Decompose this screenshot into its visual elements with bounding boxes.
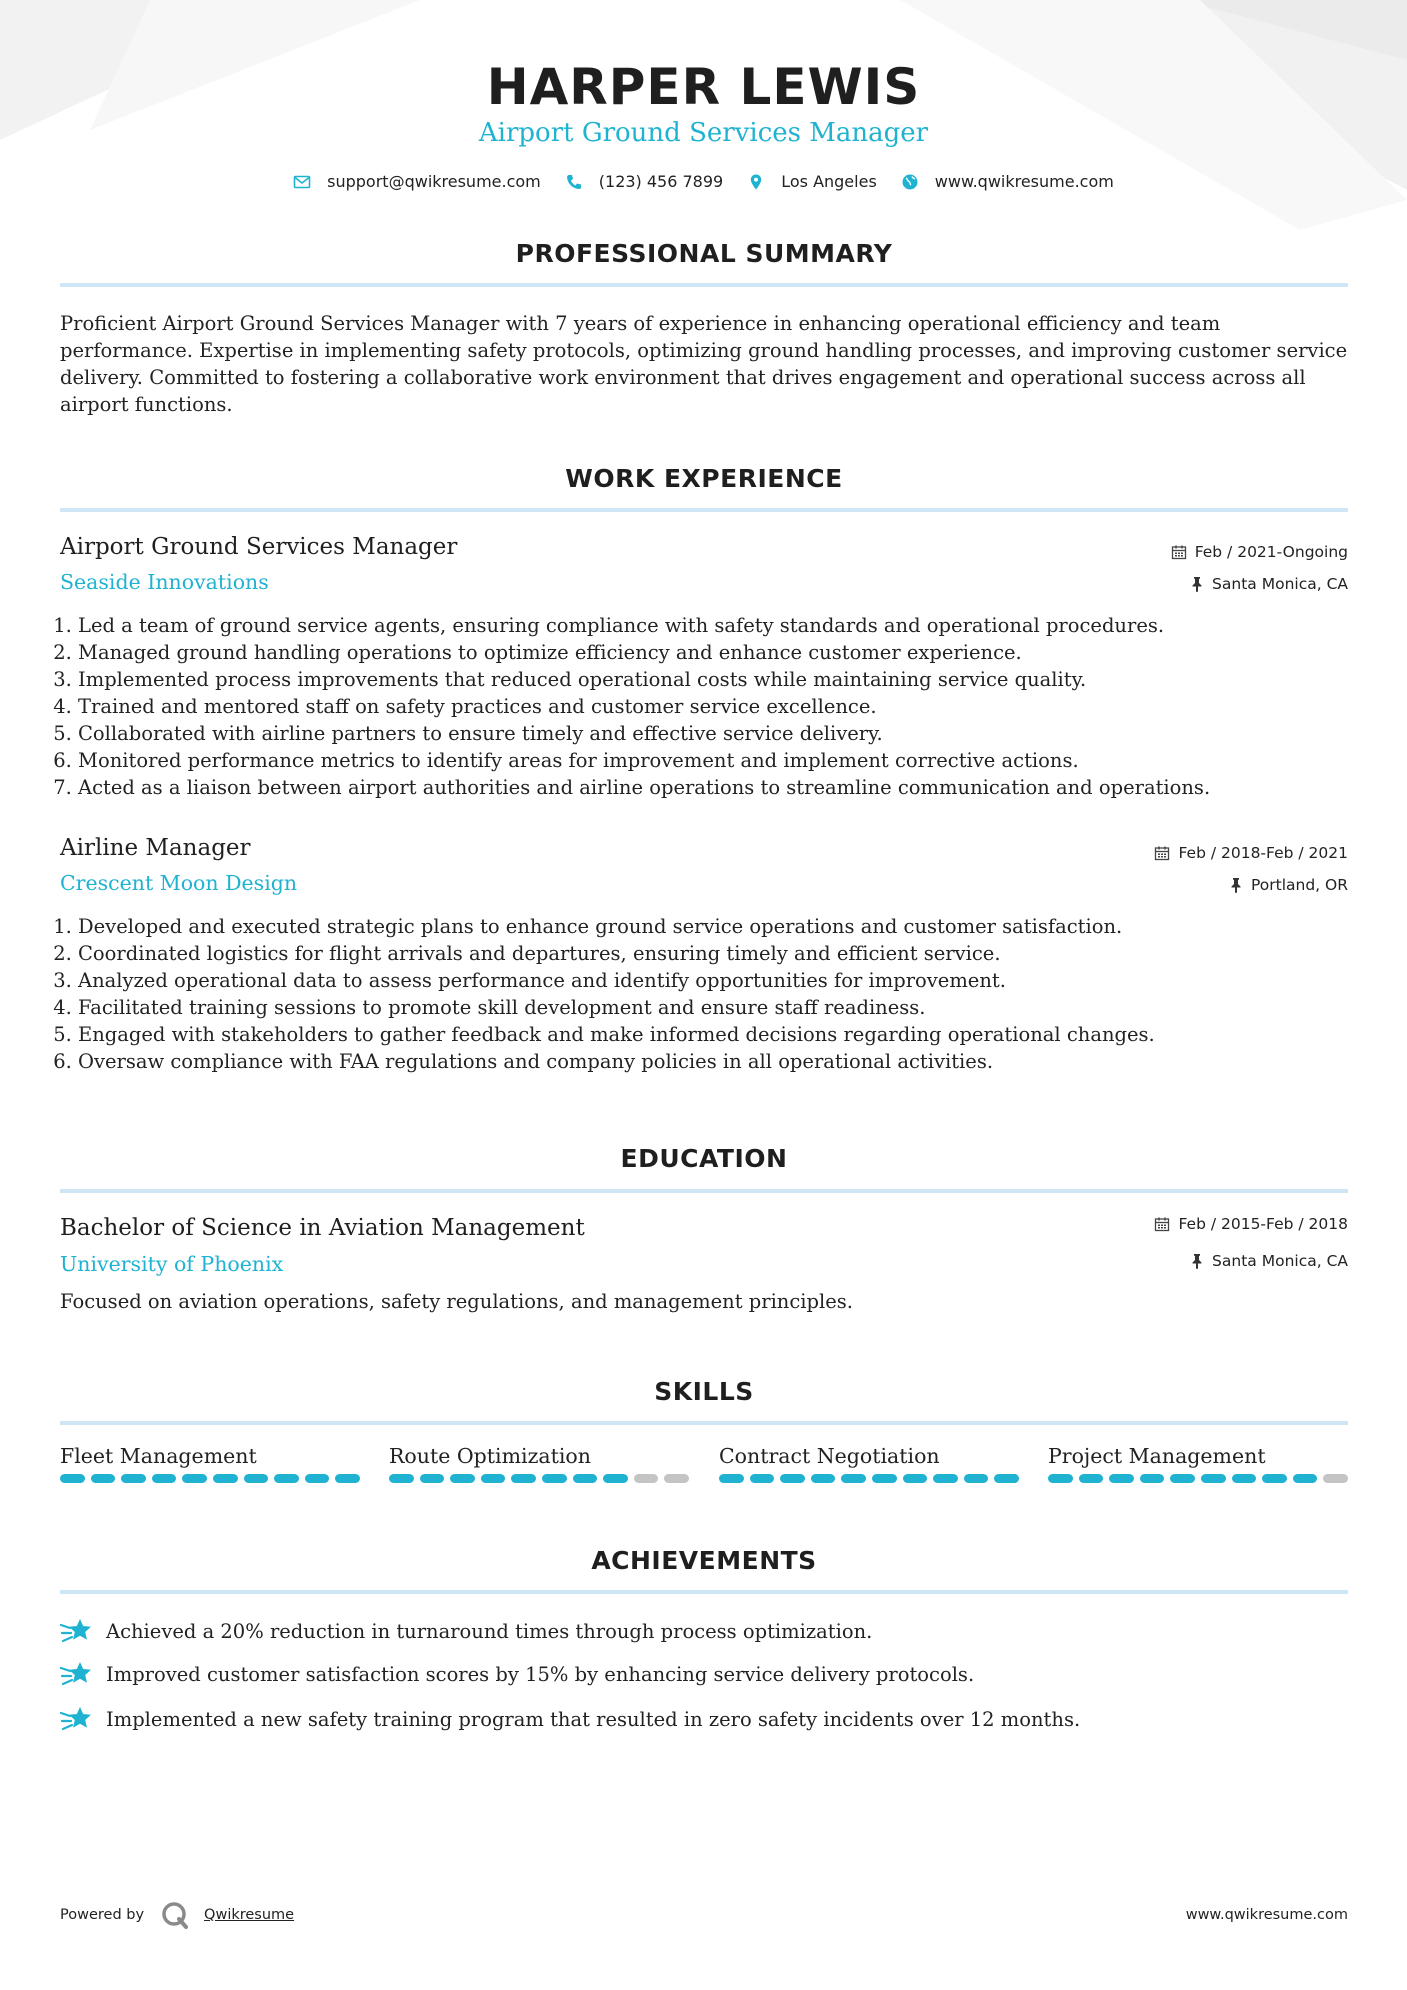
list-item: 7. Acted as a liaison between airport authorities and airline operations to streamline communication and operations. — [78, 774, 1366, 801]
skill-segment-filled — [481, 1474, 506, 1483]
skill-segment-filled — [182, 1474, 207, 1483]
calendar-icon — [1154, 1216, 1170, 1232]
envelope-icon — [293, 173, 311, 191]
education-school: University of Phoenix — [60, 1252, 284, 1276]
section-divider — [60, 283, 1348, 287]
section-heading-skills: SKILLS — [654, 1377, 754, 1406]
achievement-item — [60, 1616, 872, 1646]
section-divider — [60, 1421, 1348, 1425]
education-location-text: Santa Monica, CA — [1212, 1252, 1348, 1270]
section-divider — [60, 1590, 1348, 1594]
summary-text: Proficient Airport Ground Services Manager with 7 years of experience in enhancing operational efficiency and team performance. Expertise in implementing safety protocols, optimizing ground handling processes, and improving customer service delivery. Committed to fostering a collaborative work environment that drives engagement and operational success across all airport functions. — [60, 312, 1348, 416]
skill-item — [60, 1444, 360, 1483]
job-company: Seaside Innovations — [60, 570, 269, 594]
skill-item — [389, 1444, 689, 1483]
job-duty-list — [60, 612, 1366, 801]
skill-segment-filled — [1293, 1474, 1318, 1483]
education-location — [1190, 1252, 1348, 1270]
section-heading-experience: WORK EXPERIENCE — [565, 464, 843, 493]
skill-segment-filled — [1201, 1474, 1226, 1483]
achievement-item — [60, 1704, 1080, 1734]
list-item: 4. Trained and mentored staff on safety practices and customer service excellence. — [78, 693, 1366, 720]
skill-segment-filled — [450, 1474, 475, 1483]
website-text: www.qwikresume.com — [934, 172, 1114, 191]
pushpin-icon — [1190, 1253, 1204, 1269]
contact-phone[interactable] — [565, 172, 723, 191]
skill-segment-filled — [933, 1474, 958, 1483]
list-item: 3. Implemented process improvements that reduced operational costs while maintaining service quality. — [78, 666, 1366, 693]
globe-icon — [901, 173, 919, 191]
skill-name: Fleet Management — [60, 1444, 257, 1468]
map-pin-icon — [747, 173, 765, 191]
job-title: Airline Manager — [60, 835, 251, 861]
skill-segment-filled — [573, 1474, 598, 1483]
shooting-star-icon — [60, 1616, 94, 1646]
skill-segment-empty — [664, 1474, 689, 1483]
skill-segment-filled — [213, 1474, 238, 1483]
skill-segment-filled — [603, 1474, 628, 1483]
skill-segment-empty — [1323, 1474, 1348, 1483]
skill-item — [1048, 1444, 1348, 1483]
list-item: 2. Coordinated logistics for flight arrivals and departures, ensuring timely and efficient service. — [78, 940, 1366, 967]
list-item: 3. Analyzed operational data to assess performance and identify opportunities for improvement. — [78, 967, 1366, 994]
skill-segment-filled — [780, 1474, 805, 1483]
skill-segment-filled — [1109, 1474, 1134, 1483]
skill-segment-filled — [91, 1474, 116, 1483]
section-divider — [60, 1189, 1348, 1193]
job-duty-list — [60, 913, 1366, 1075]
list-item: 4. Facilitated training sessions to promote skill development and ensure staff readiness. — [78, 994, 1366, 1021]
skill-segment-filled — [60, 1474, 85, 1483]
shooting-star-icon — [60, 1659, 94, 1689]
job-dates-text: Feb / 2018-Feb / 2021 — [1178, 844, 1348, 862]
skill-segment-empty — [634, 1474, 659, 1483]
contact-location — [747, 172, 877, 191]
section-heading-education: EDUCATION — [620, 1144, 788, 1173]
pushpin-icon — [1190, 576, 1204, 592]
section-divider — [60, 508, 1348, 512]
list-item: 2. Managed ground handling operations to optimize efficiency and enhance customer experience. — [78, 639, 1366, 666]
job-location-text: Santa Monica, CA — [1212, 575, 1348, 593]
skill-segment-filled — [1170, 1474, 1195, 1483]
section-heading-achievements: ACHIEVEMENTS — [591, 1546, 817, 1575]
skill-item — [719, 1444, 1019, 1483]
skill-rating-bar — [1048, 1474, 1348, 1483]
skill-segment-filled — [903, 1474, 928, 1483]
job-location-text: Portland, OR — [1250, 876, 1348, 894]
skill-segment-filled — [1140, 1474, 1165, 1483]
achievement-text: Achieved a 20% reduction in turnaround times through process optimization. — [106, 1619, 873, 1643]
candidate-title: Airport Ground Services Manager — [478, 118, 929, 148]
job-title: Airport Ground Services Manager — [60, 534, 458, 560]
list-item: 1. Led a team of ground service agents, ensuring compliance with safety standards and operational procedures. — [78, 612, 1366, 639]
contact-email[interactable] — [293, 172, 541, 191]
list-item: 5. Engaged with stakeholders to gather feedback and make informed decisions regarding operational changes. — [78, 1021, 1366, 1048]
list-item: 6. Monitored performance metrics to identify areas for improvement and implement corrective actions. — [78, 747, 1366, 774]
job-dates-text: Feb / 2021-Ongoing — [1194, 543, 1348, 561]
skill-segment-filled — [305, 1474, 330, 1483]
phone-text: (123) 456 7899 — [598, 172, 724, 191]
achievement-text: Implemented a new safety training program that resulted in zero safety incidents over 12 months. — [106, 1707, 1081, 1731]
candidate-name: HARPER LEWIS — [486, 58, 921, 116]
skill-rating-bar — [719, 1474, 1019, 1483]
skill-segment-filled — [420, 1474, 445, 1483]
skill-segment-filled — [1079, 1474, 1104, 1483]
skill-segment-filled — [994, 1474, 1019, 1483]
footer-powered-by — [60, 1900, 294, 1930]
job-location — [1229, 876, 1348, 894]
contact-website[interactable] — [901, 172, 1114, 191]
skill-segment-filled — [1048, 1474, 1073, 1483]
location-text: Los Angeles — [781, 172, 877, 191]
calendar-icon — [1154, 845, 1170, 861]
email-text: support@qwikresume.com — [327, 172, 541, 191]
job-dates — [1171, 543, 1348, 561]
skill-segment-filled — [841, 1474, 866, 1483]
achievement-item — [60, 1659, 974, 1689]
skill-name: Contract Negotiation — [719, 1444, 940, 1468]
skill-segment-filled — [511, 1474, 536, 1483]
job-location — [1190, 575, 1348, 593]
skill-name: Route Optimization — [389, 1444, 591, 1468]
skill-segment-filled — [719, 1474, 744, 1483]
skill-segment-filled — [244, 1474, 269, 1483]
education-dates — [1154, 1215, 1348, 1233]
qwikresume-logo-icon — [160, 1900, 190, 1930]
list-item: 1. Developed and executed strategic plans to enhance ground service operations and customer satisfaction. — [78, 913, 1366, 940]
skill-segment-filled — [389, 1474, 414, 1483]
skill-segment-filled — [811, 1474, 836, 1483]
shooting-star-icon — [60, 1704, 94, 1734]
skill-segment-filled — [121, 1474, 146, 1483]
skill-segment-filled — [1232, 1474, 1257, 1483]
skill-segment-filled — [750, 1474, 775, 1483]
job-dates — [1154, 844, 1348, 862]
qwikresume-link[interactable]: Qwikresume — [204, 1907, 295, 1923]
education-description: Focused on aviation operations, safety regulations, and management principles. — [60, 1290, 853, 1313]
skill-segment-filled — [1262, 1474, 1287, 1483]
skill-segment-filled — [872, 1474, 897, 1483]
skill-rating-bar — [389, 1474, 689, 1483]
achievement-text: Improved customer satisfaction scores by 15% by enhancing service delivery protocols. — [106, 1662, 975, 1686]
calendar-icon — [1171, 544, 1187, 560]
skill-segment-filled — [964, 1474, 989, 1483]
skill-segment-filled — [542, 1474, 567, 1483]
phone-icon — [565, 173, 583, 191]
skill-segment-filled — [335, 1474, 360, 1483]
pushpin-icon — [1229, 877, 1243, 893]
contact-bar — [0, 172, 1407, 191]
education-degree: Bachelor of Science in Aviation Management — [60, 1215, 585, 1241]
job-company: Crescent Moon Design — [60, 871, 298, 895]
skill-segment-filled — [152, 1474, 177, 1483]
skill-rating-bar — [60, 1474, 360, 1483]
footer-website[interactable]: www.qwikresume.com — [1185, 1907, 1348, 1923]
skill-name: Project Management — [1048, 1444, 1266, 1468]
education-dates-text: Feb / 2015-Feb / 2018 — [1178, 1215, 1348, 1233]
list-item: 6. Oversaw compliance with FAA regulations and company policies in all operational activities. — [78, 1048, 1366, 1075]
skill-segment-filled — [274, 1474, 299, 1483]
list-item: 5. Collaborated with airline partners to ensure timely and effective service delivery. — [78, 720, 1366, 747]
powered-by-label: Powered by — [60, 1907, 145, 1923]
section-heading-summary: PROFESSIONAL SUMMARY — [515, 239, 893, 268]
